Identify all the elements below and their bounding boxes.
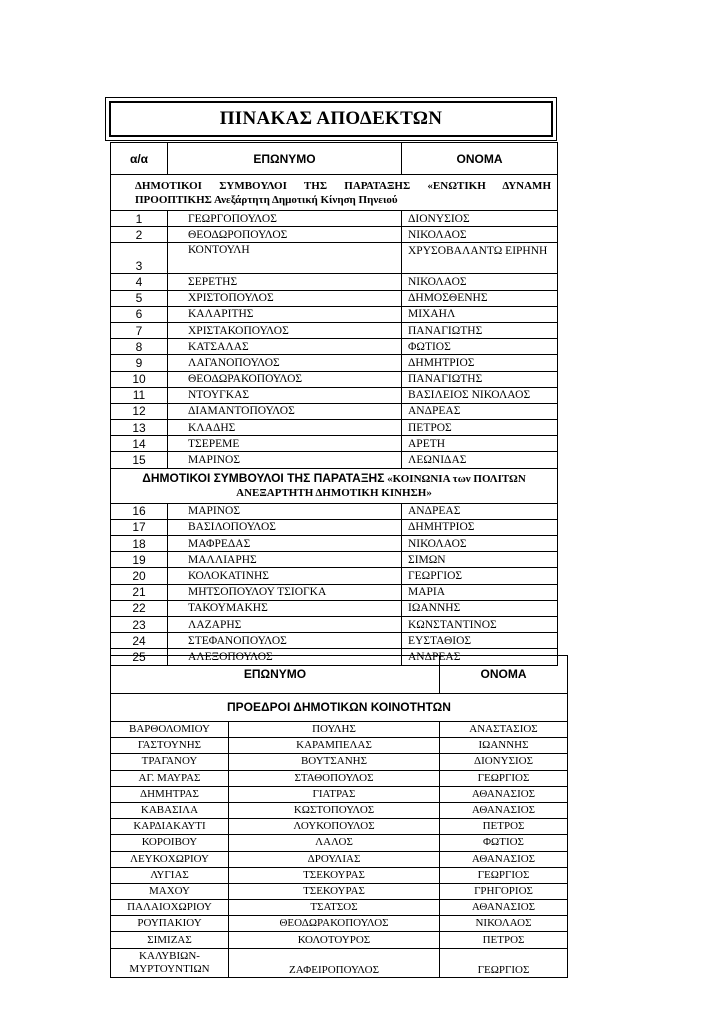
row-number: 22 — [111, 600, 168, 616]
row-name: ΜΙΧΑΗΛ — [402, 306, 558, 322]
row-number: 9 — [111, 355, 168, 371]
row-number: 23 — [111, 616, 168, 632]
row-name: ΙΩΑΝΝΗΣ — [402, 600, 558, 616]
table-row — [111, 290, 558, 306]
group1-title: ΔΗΜΟΤΙΚΟΙ ΣΥΜΒΟΥΛΟΙ ΤΗΣ ΠΑΡΑΤΑΞΗΣ «ΕΝΩΤΙΚΗ ΔΥΝΑΜΗ ΠΡΟΟΠΤΙΚΗΣ Ανεξάρτητη Δημοτική Κίνηση Πηνειού — [111, 175, 558, 211]
row-name: ΔΙΟΝΥΣΙΟΣ — [440, 754, 568, 770]
row-number: 12 — [111, 403, 168, 419]
row-name: ΕΥΣΤΑΘΙΟΣ — [402, 633, 558, 649]
table-row — [111, 568, 558, 584]
row-name: ΠΑΝΑΓΙΩΤΗΣ — [402, 371, 558, 387]
row-number: 4 — [111, 274, 168, 290]
row-surname: ΧΡΙΣΤΑΚΟΠΟΥΛΟΣ — [168, 322, 402, 338]
table-header-row — [111, 143, 558, 175]
table-row — [111, 616, 558, 632]
row-number: 1 — [111, 211, 168, 227]
row-name: ΠΕΤΡΟΣ — [440, 932, 568, 948]
table-row — [111, 738, 568, 754]
header2-surname: ΕΠΩΝΥΜΟ — [111, 656, 440, 694]
table-row — [111, 786, 568, 802]
row-surname: ΚΟΛΟΚΑΤΙΝΗΣ — [168, 568, 402, 584]
table-row — [111, 600, 558, 616]
row-community: ΠΑΛΑΙΟΧΩΡΙΟΥ — [111, 900, 229, 916]
row-surname: ΚΟΛΟΤΟΥΡΟΣ — [229, 932, 440, 948]
table-row — [111, 403, 558, 419]
row-surname: ΓΕΩΡΓΟΠΟΥΛΟΣ — [168, 211, 402, 227]
row-name: ΔΗΜΗΤΡΙΟΣ — [402, 355, 558, 371]
row-name: ΠΑΝΑΓΙΩΤΗΣ — [402, 322, 558, 338]
table-row — [111, 802, 568, 818]
table-row — [111, 227, 558, 243]
row-number: 10 — [111, 371, 168, 387]
row-number: 21 — [111, 584, 168, 600]
row-community: ΤΡΑΓΑΝΟΥ — [111, 754, 229, 770]
table-row — [111, 770, 568, 786]
table-row — [111, 819, 568, 835]
row-name: ΝΙΚΟΛΑΟΣ — [440, 916, 568, 932]
row-surname: ΛΑΛΟΣ — [229, 835, 440, 851]
row-surname: ΚΟΝΤΟΥΛΗ — [168, 243, 402, 274]
row-surname: ΛΑΓΑΝΟΠΟΥΛΟΣ — [168, 355, 402, 371]
row-surname: ΤΣΑΤΣΟΣ — [229, 900, 440, 916]
header-surname: ΕΠΩΝΥΜΟ — [168, 143, 402, 175]
table-row — [111, 355, 558, 371]
row-surname: ΚΛΑΔΗΣ — [168, 420, 402, 436]
row-name: ΑΘΑΝΑΣΙΟΣ — [440, 786, 568, 802]
row-surname: ΧΡΙΣΤΟΠΟΥΛΟΣ — [168, 290, 402, 306]
row-community: ΑΓ. ΜΑΥΡΑΣ — [111, 770, 229, 786]
row-name: ΓΕΩΡΓΙΟΣ — [440, 867, 568, 883]
row-number: 13 — [111, 420, 168, 436]
row-name: ΑΝΔΡΕΑΣ — [402, 403, 558, 419]
row-surname: ΒΟΥΤΣΑΝΗΣ — [229, 754, 440, 770]
table-row — [111, 900, 568, 916]
row-name: ΓΕΩΡΓΙΟΣ — [402, 568, 558, 584]
row-community: ΚΟΡΟΙΒΟΥ — [111, 835, 229, 851]
group-title-row — [111, 175, 558, 211]
row-surname: ΑΛΕΞΟΠΟΥΛΟΣ — [168, 649, 402, 665]
row-surname: ΘΕΟΔΩΡΑΚΟΠΟΥΛΟΣ — [168, 371, 402, 387]
row-surname: ΜΑΦΡΕΔΑΣ — [168, 536, 402, 552]
row-number: 5 — [111, 290, 168, 306]
row-surname: ΚΑΡΑΜΠΕΛΑΣ — [229, 738, 440, 754]
row-name: ΑΝΔΡΕΑΣ — [402, 649, 558, 665]
table-row — [111, 274, 558, 290]
table-row — [111, 503, 558, 519]
table-row — [111, 883, 568, 899]
row-surname: ΠΟΥΛΗΣ — [229, 722, 440, 738]
council-members-table — [110, 142, 558, 666]
group2-title — [111, 468, 558, 503]
table-row — [111, 835, 568, 851]
row-surname: ΣΤΕΦΑΝΟΠΟΥΛΟΣ — [168, 633, 402, 649]
row-number: 14 — [111, 436, 168, 452]
row-community: ΜΑΧΟΥ — [111, 883, 229, 899]
header-aa: α/α — [111, 143, 168, 175]
table-row — [111, 519, 558, 535]
row-surname: ΘΕΟΔΩΡΑΚΟΠΟΥΛΟΣ — [229, 916, 440, 932]
table-row — [111, 306, 558, 322]
row-surname: ΝΤΟΥΓΚΑΣ — [168, 387, 402, 403]
row-name: ΚΩΝΣΤΑΝΤΙΝΟΣ — [402, 616, 558, 632]
page-title — [105, 97, 557, 141]
row-community: ΡΟΥΠΑΚΙΟΥ — [111, 916, 229, 932]
row-name: ΔΙΟΝΥΣΙΟΣ — [402, 211, 558, 227]
row-surname: ΓΙΑΤΡΑΣ — [229, 786, 440, 802]
header-name: ΟΝΟΜΑ — [402, 143, 558, 175]
row-surname: ΛΑΖΑΡΗΣ — [168, 616, 402, 632]
row-number: 8 — [111, 339, 168, 355]
table-row — [111, 436, 558, 452]
row-name: ΑΝΑΣΤΑΣΙΟΣ — [440, 722, 568, 738]
table-row — [111, 243, 558, 274]
table-row — [111, 867, 568, 883]
row-community: ΒΑΡΘΟΛΟΜΙΟΥ — [111, 722, 229, 738]
table-row — [111, 722, 568, 738]
row-number: 6 — [111, 306, 168, 322]
row-surname: ΒΑΣΙΛΟΠΟΥΛΟΣ — [168, 519, 402, 535]
row-name: ΓΕΩΡΓΙΟΣ — [440, 948, 568, 977]
row-name: ΦΩΤΙΟΣ — [402, 339, 558, 355]
row-surname: ΔΙΑΜΑΝΤΟΠΟΥΛΟΣ — [168, 403, 402, 419]
row-surname: ΚΑΤΣΑΛΑΣ — [168, 339, 402, 355]
row-surname: ΜΑΡΙΝΟΣ — [168, 452, 402, 468]
row-name: ΑΘΑΝΑΣΙΟΣ — [440, 851, 568, 867]
table-row — [111, 211, 558, 227]
row-name: ΛΕΩΝΙΔΑΣ — [402, 452, 558, 468]
row-name: ΣΙΜΩΝ — [402, 552, 558, 568]
row-surname: ΣΕΡΕΤΗΣ — [168, 274, 402, 290]
row-number: 11 — [111, 387, 168, 403]
row-surname: ΛΟΥΚΟΠΟΥΛΟΣ — [229, 819, 440, 835]
row-surname: ΤΑΚΟΥΜΑΚΗΣ — [168, 600, 402, 616]
row-surname: ΔΡΟΥΛΙΑΣ — [229, 851, 440, 867]
row-community: ΚΑΡΔΙΑΚΑΥΤΙ — [111, 819, 229, 835]
row-name: ΦΩΤΙΟΣ — [440, 835, 568, 851]
table-row — [111, 584, 558, 600]
row-number: 7 — [111, 322, 168, 338]
row-surname: ΤΣΕΡΕΜΕ — [168, 436, 402, 452]
row-name: ΑΘΑΝΑΣΙΟΣ — [440, 900, 568, 916]
row-name: ΧΡΥΣΟΒΑΛΑΝΤΩ ΕΙΡΗΝΗ — [402, 243, 558, 274]
row-community: ΚΑΒΑΣΙΛΑ — [111, 802, 229, 818]
header2-name: ΟΝΟΜΑ — [440, 656, 568, 694]
row-name: ΠΕΤΡΟΣ — [440, 819, 568, 835]
row-surname: ΚΩΣΤΟΠΟΥΛΟΣ — [229, 802, 440, 818]
group2-title-part-b: «ΚΟΙΝΩΝΙΑ των ΠΟΛΙΤΩΝ ΑΝΕΞΑΡΤΗΤΗ ΔΗΜΟΤΙΚΗ ΚΙΝΗΣΗ» — [236, 473, 526, 500]
row-number: 2 — [111, 227, 168, 243]
page-title-text: ΠΙΝΑΚΑΣ ΑΠΟΔΕΚΤΩΝ — [219, 108, 443, 129]
table2-subtitle-row — [111, 694, 568, 722]
table-row — [111, 387, 558, 403]
row-name: ΝΙΚΟΛΑΟΣ — [402, 227, 558, 243]
table-row — [111, 916, 568, 932]
table-row — [111, 322, 558, 338]
table-row — [111, 948, 568, 977]
row-community: ΔΗΜΗΤΡΑΣ — [111, 786, 229, 802]
table-row — [111, 552, 558, 568]
row-community: ΛΕΥΚΟΧΩΡΙΟΥ — [111, 851, 229, 867]
row-number: 3 — [111, 243, 168, 274]
table-row — [111, 932, 568, 948]
row-surname: ΣΤΑΘΟΠΟΥΛΟΣ — [229, 770, 440, 786]
table-row — [111, 851, 568, 867]
row-number: 18 — [111, 536, 168, 552]
table-row — [111, 754, 568, 770]
row-surname: ΚΑΛΑΡΙΤΗΣ — [168, 306, 402, 322]
row-number: 15 — [111, 452, 168, 468]
row-name: ΑΝΔΡΕΑΣ — [402, 503, 558, 519]
row-name: ΝΙΚΟΛΑΟΣ — [402, 274, 558, 290]
row-number: 19 — [111, 552, 168, 568]
row-surname: ΜΑΛΛΙΑΡΗΣ — [168, 552, 402, 568]
row-surname: ΤΣΕΚΟΥΡΑΣ — [229, 867, 440, 883]
row-surname: ΜΗΤΣΟΠΟΥΛΟΥ ΤΣΙΟΓΚΑ — [168, 584, 402, 600]
row-number: 20 — [111, 568, 168, 584]
table-row — [111, 633, 558, 649]
row-number: 16 — [111, 503, 168, 519]
row-name: ΓΡΗΓΟΡΙΟΣ — [440, 883, 568, 899]
row-number: 25 — [111, 649, 168, 665]
row-surname: ΘΕΟΔΩΡΟΠΟΥΛΟΣ — [168, 227, 402, 243]
row-community: ΣΙΜΙΖΑΣ — [111, 932, 229, 948]
row-name: ΙΩΑΝΝΗΣ — [440, 738, 568, 754]
table-row — [111, 536, 558, 552]
group-title-row — [111, 468, 558, 503]
row-name: ΓΕΩΡΓΙΟΣ — [440, 770, 568, 786]
table2-header-row — [111, 656, 568, 694]
row-community: ΓΑΣΤΟΥΝΗΣ — [111, 738, 229, 754]
table-row — [111, 339, 558, 355]
row-number: 24 — [111, 633, 168, 649]
row-name: ΠΕΤΡΟΣ — [402, 420, 558, 436]
row-community: ΛΥΓΙΑΣ — [111, 867, 229, 883]
row-number: 17 — [111, 519, 168, 535]
table-row — [111, 371, 558, 387]
row-community: ΚΑΛΥΒΙΩΝ-ΜΥΡΤΟΥΝΤΙΩΝ — [111, 948, 229, 977]
table-row — [111, 452, 558, 468]
row-name: ΜΑΡΙΑ — [402, 584, 558, 600]
table2-subtitle: ΠΡΟΕΔΡΟΙ ΔΗΜΟΤΙΚΩΝ ΚΟΙΝΟΤΗΤΩΝ — [111, 694, 568, 722]
row-name: ΑΘΑΝΑΣΙΟΣ — [440, 802, 568, 818]
row-name: ΝΙΚΟΛΑΟΣ — [402, 536, 558, 552]
row-name: ΒΑΣΙΛΕΙΟΣ ΝΙΚΟΛΑΟΣ — [402, 387, 558, 403]
row-surname: ΜΑΡΙΝΟΣ — [168, 503, 402, 519]
row-surname: ΖΑΦΕΙΡΟΠΟΥΛΟΣ — [229, 948, 440, 977]
row-name: ΔΗΜΗΤΡΙΟΣ — [402, 519, 558, 535]
row-name: ΑΡΕΤΗ — [402, 436, 558, 452]
community-presidents-table — [110, 655, 568, 978]
row-name: ΔΗΜΟΣΘΕΝΗΣ — [402, 290, 558, 306]
row-surname: ΤΣΕΚΟΥΡΑΣ — [229, 883, 440, 899]
group2-title-part-a: ΔΗΜΟΤΙΚΟΙ ΣΥΜΒΟΥΛΟΙ ΤΗΣ ΠΑΡΑΤΑΞΗΣ — [142, 471, 385, 486]
table-row — [111, 420, 558, 436]
